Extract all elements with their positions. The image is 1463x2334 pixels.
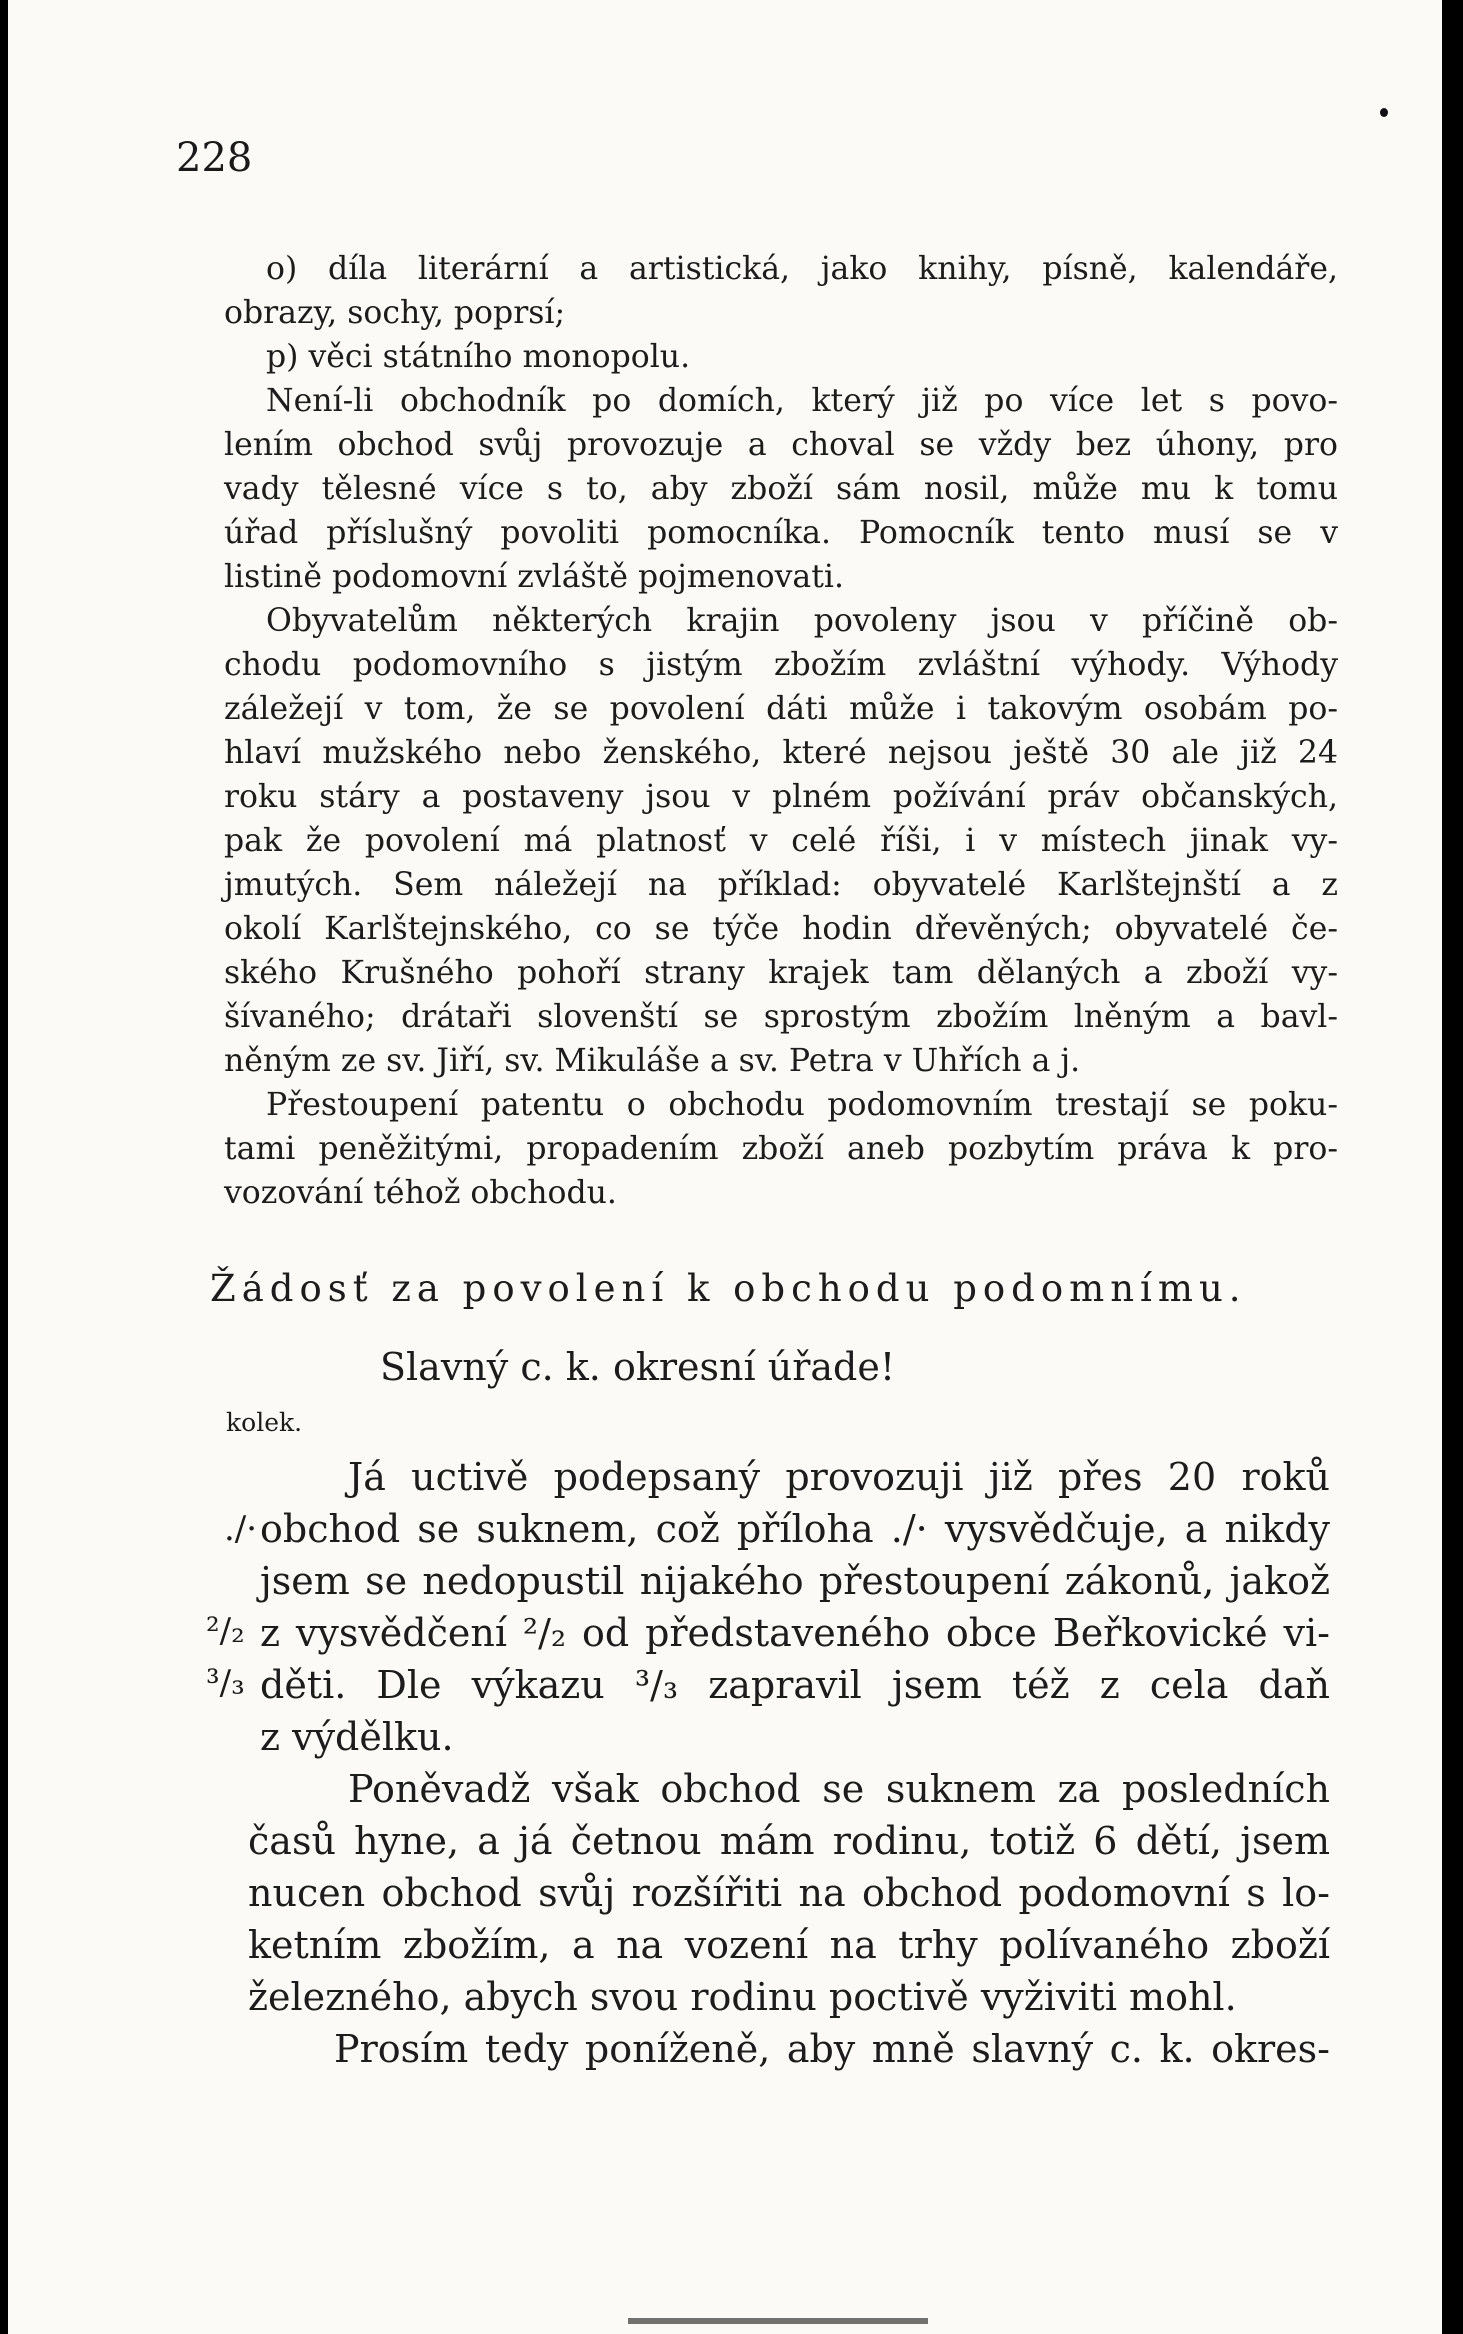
paragraph-line: okolí Karlštejnského, co se týče hodin dřevěných; obyvatelé če- bbox=[224, 911, 1338, 947]
paragraph-line: listině podomovní zvláště pojmenovati. bbox=[224, 559, 844, 595]
paragraph-line: vady tělesné více s to, aby zboží sám nosil, může mu k tomu bbox=[224, 471, 1338, 507]
paragraph-line: vozování téhož obchodu. bbox=[224, 1175, 617, 1211]
letter-line: z výdělku. bbox=[260, 1715, 454, 1759]
paragraph-line: Přestoupení patentu o obchodu podomovním trestají se poku- bbox=[266, 1087, 1338, 1123]
paragraph-line: něným ze sv. Jiří, sv. Mikuláše a sv. Petra v Uhřích a j. bbox=[224, 1043, 1081, 1079]
letter-line: ketním zbožím, a na vození na trhy polívaného zboží bbox=[248, 1923, 1330, 1967]
letter-line: Já uctivě podepsaný provozuji již přes 20 roků bbox=[348, 1455, 1330, 1499]
scan-edge-mark bbox=[628, 2318, 928, 2324]
paragraph-line: úřad příslušný povoliti pomocníka. Pomocník tento musí se v bbox=[224, 515, 1338, 551]
paragraph-line: ského Krušného pohoří strany krajek tam dělaných a zboží vy- bbox=[224, 955, 1338, 991]
paragraph-line: šívaného; drátaři slovenští se sprostým zbožím lněným a bavl- bbox=[224, 999, 1338, 1035]
attachment-mark: ./· bbox=[224, 1509, 258, 1549]
letter-line: z vysvědčení ²/₂ od představeného obce Beřkovické vi- bbox=[260, 1611, 1330, 1655]
form-heading: Žádosť za povolení k obchodu podomnímu. bbox=[210, 1267, 1247, 1310]
paragraph-line: chodu podomovního s jistým zbožím zvláštní výhody. Výhody bbox=[224, 647, 1338, 683]
letter-line: nucen obchod svůj rozšířiti na obchod podomovní s lo- bbox=[248, 1871, 1330, 1915]
salutation: Slavný c. k. okresní úřade! bbox=[380, 1345, 896, 1389]
reference-3-3: ³/₃ bbox=[206, 1663, 245, 1703]
letter-line: Prosím tedy poníženě, aby mně slavný c. k. okres- bbox=[334, 2027, 1330, 2071]
paragraph-line: záležejí v tom, že se povolení dáti může i takovým osobám po- bbox=[224, 691, 1338, 727]
letter-line: děti. Dle výkazu ³/₃ zapravil jsem též z cela daň bbox=[260, 1663, 1330, 1707]
paragraph-line: tami peněžitými, propadením zboží aneb pozbytím práva k pro- bbox=[224, 1131, 1338, 1167]
ink-dot bbox=[1380, 108, 1388, 117]
reference-2-2: ²/₂ bbox=[206, 1611, 245, 1651]
paragraph-line: roku stáry a postaveny jsou v plném požívání práv občanských, bbox=[224, 779, 1338, 815]
letter-line: obchod se suknem, což příloha ./· vysvědčuje, a nikdy bbox=[260, 1507, 1330, 1551]
list-item-o: o) díla literární a artistická, jako knihy, písně, kalendáře, bbox=[266, 251, 1338, 287]
scanned-page bbox=[8, 0, 1442, 2334]
paragraph-line: Obyvatelům některých krajin povoleny jsou v příčině ob- bbox=[266, 603, 1338, 639]
paragraph-line: hlaví mužského nebo ženského, které nejsou ještě 30 ale již 24 bbox=[224, 735, 1338, 771]
list-item-o-cont: obrazy, sochy, poprsí; bbox=[224, 295, 566, 331]
paragraph-line: pak že povolení má platnosť v celé říši, i v místech jinak vy- bbox=[224, 823, 1338, 859]
page-number: 228 bbox=[176, 135, 253, 181]
paragraph-line: lením obchod svůj provozuje a choval se vždy bez úhony, pro bbox=[224, 427, 1338, 463]
paragraph-line: jmutých. Sem náležejí na příklad: obyvatelé Karlštejnští a z bbox=[224, 867, 1338, 903]
paragraph-line: Není-li obchodník po domích, který již po více let s povo- bbox=[266, 383, 1338, 419]
letter-line: Poněvadž však obchod se suknem za posledních bbox=[348, 1767, 1330, 1811]
letter-line: železného, abych svou rodinu poctivě vyživiti mohl. bbox=[248, 1975, 1237, 2019]
stamp-note: kolek. bbox=[226, 1408, 303, 1437]
letter-line: časů hyne, a já četnou mám rodinu, totiž 6 dětí, jsem bbox=[248, 1819, 1330, 1863]
letter-line: jsem se nedopustil nijakého přestoupení zákonů, jakož bbox=[260, 1559, 1330, 1603]
list-item-p: p) věci státního monopolu. bbox=[266, 339, 691, 375]
